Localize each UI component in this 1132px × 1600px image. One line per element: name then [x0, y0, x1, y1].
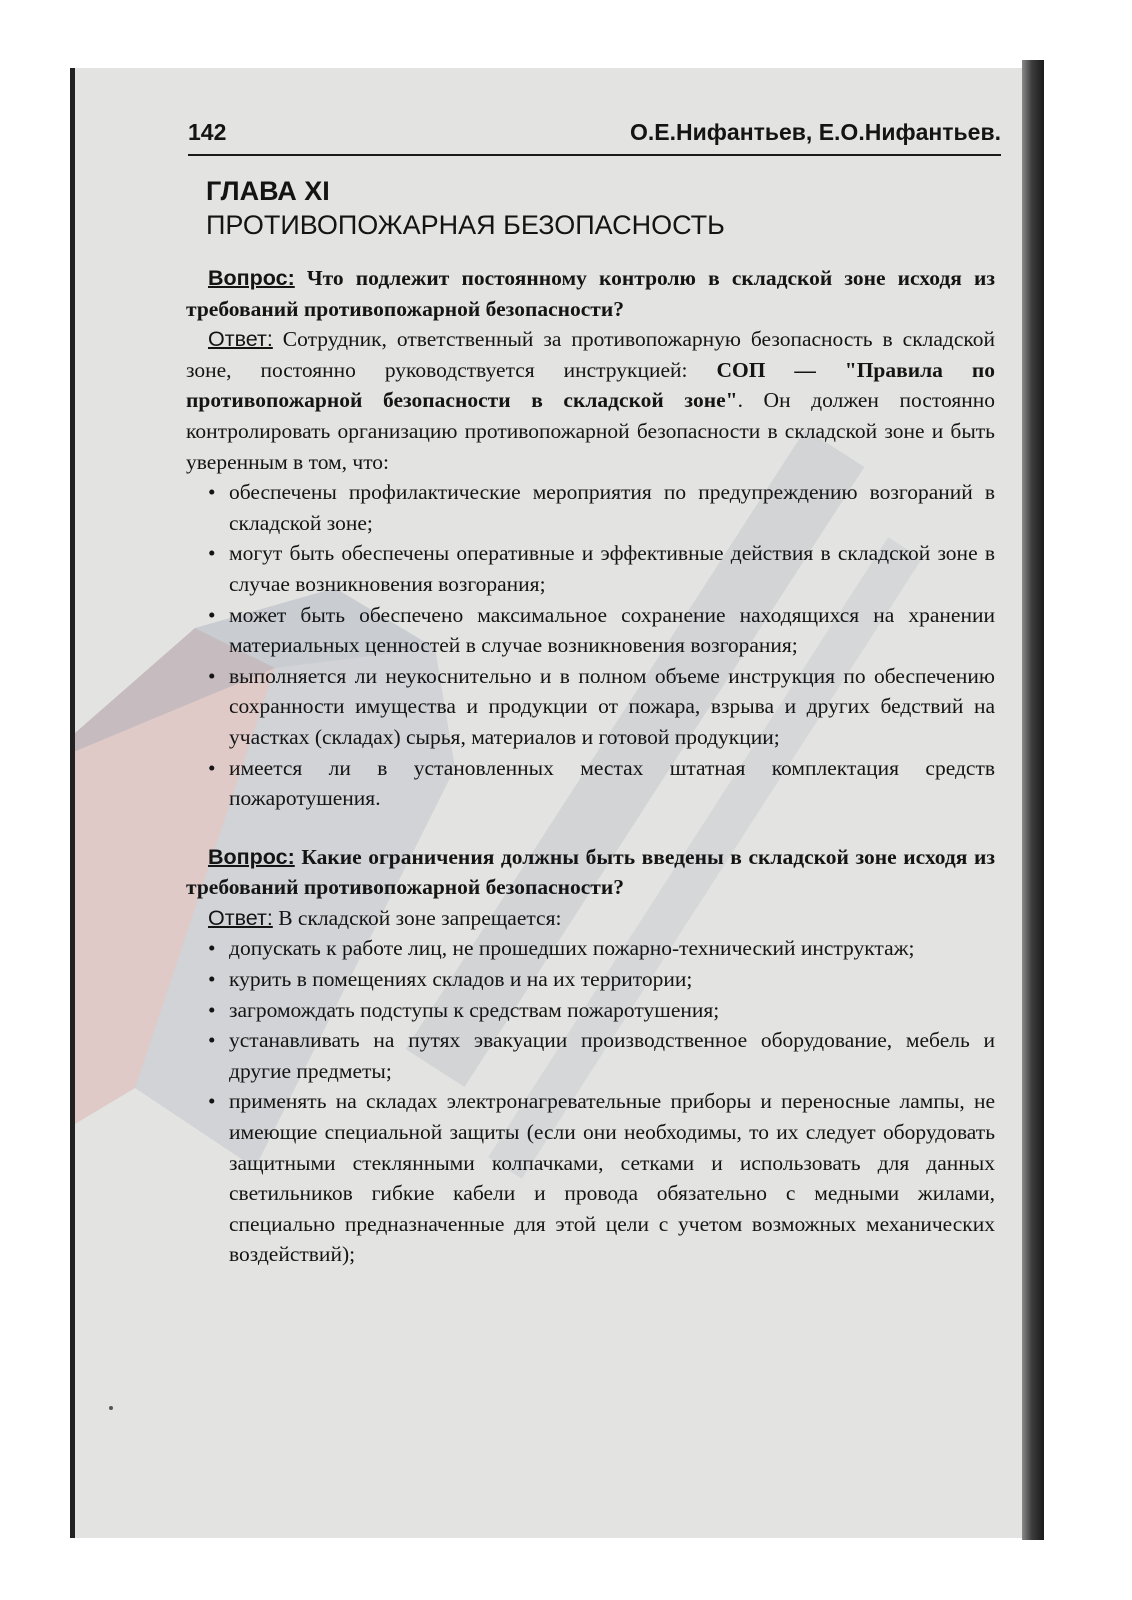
answer-text: В складской зоне запрещается:: [278, 905, 562, 930]
page-content: [75, 68, 1022, 1538]
book-page: [75, 68, 1022, 1538]
list-item: • имеется ли в установленных местах штатная комплектация средств пожаротушения.: [186, 753, 995, 814]
margin-mark: [109, 1406, 113, 1410]
question-text: Что подлежит постоянному контролю в складской зоне исходя из требований противопожарной безопасности?: [186, 266, 996, 321]
list-item: • применять на складах электронагревательные приборы и переносные лампы, не имеющие специальной защиты (если они необходимы, то их следует оборудовать защитными стеклянными колпачками, сетками и использовать для данных светильников гибкие кабели и провода обязательно с медными жилами, специально предназначенные для этой цели с учетом возможных механических воздействий);: [186, 1086, 995, 1270]
body-text: [186, 263, 995, 1270]
chapter-title: ПРОТИВОПОЖАРНАЯ БЕЗОПАСНОСТЬ: [206, 210, 725, 240]
answer-1: [186, 324, 995, 477]
list-item: • устанавливать на путях эвакуации производственное оборудование, мебель и другие предметы;: [186, 1025, 995, 1086]
list-item: • могут быть обеспечены оперативные и эффективные действия в складской зоне в случае возникновения возгорания;: [186, 538, 995, 599]
question-text: Какие ограничения должны быть введены в складской зоне исходя из требований противопожарной безопасности?: [186, 844, 996, 900]
answer-1-list: [186, 477, 995, 814]
list-item: • может быть обеспечено максимальное сохранение находящихся на хранении материальных ценностей в случае возникновения возгорания;: [186, 600, 995, 661]
answer-emphasis: СОП — "Правила по противопожарной безопасности в складской зоне": [186, 357, 995, 413]
question-label: Вопрос:: [208, 266, 295, 290]
chapter-number: ГЛАВА XI: [206, 176, 330, 206]
question-label: Вопрос:: [208, 844, 295, 869]
answer-2: [186, 903, 995, 934]
answer-text-cont: . Он должен постоянно контролировать организацию противопожарной безопасности в складской зоне и быть уверенным в том, что:: [186, 388, 995, 474]
answer-label: Ответ:: [208, 327, 273, 352]
question-2: [186, 842, 995, 903]
chapter-heading: [206, 174, 996, 242]
list-item: • допускать к работе лиц, не прошедших пожарно-технический инструктаж;: [186, 933, 995, 964]
list-item: • обеспечены профилактические мероприятия по предупреждению возгораний в складской зоне;: [186, 477, 995, 538]
page-spine-right: [1022, 60, 1044, 1540]
page-number: 142: [188, 119, 227, 145]
list-item: • загромождать подступы к средствам пожаротушения;: [186, 995, 995, 1026]
answer-text: Сотрудник, ответственный за противопожарную безопасность в складской зоне, постоянно руководствуется инструкцией:: [186, 327, 996, 382]
answer-2-list: [186, 933, 995, 1270]
running-head: [188, 112, 1001, 156]
answer-label: Ответ:: [208, 905, 273, 930]
list-item: • курить в помещениях складов и на их территории;: [186, 964, 995, 995]
question-1: [186, 263, 995, 324]
list-item: • выполняется ли неукоснительно и в полном объеме инструкция по обеспечению сохранности имущества и продукции от пожара, взрыва и других бедствий на участках (складах) сырья, материалов и готовой продукции;: [186, 661, 995, 753]
running-head-authors: О.Е.Нифантьев, Е.О.Нифантьев.: [630, 119, 1001, 145]
